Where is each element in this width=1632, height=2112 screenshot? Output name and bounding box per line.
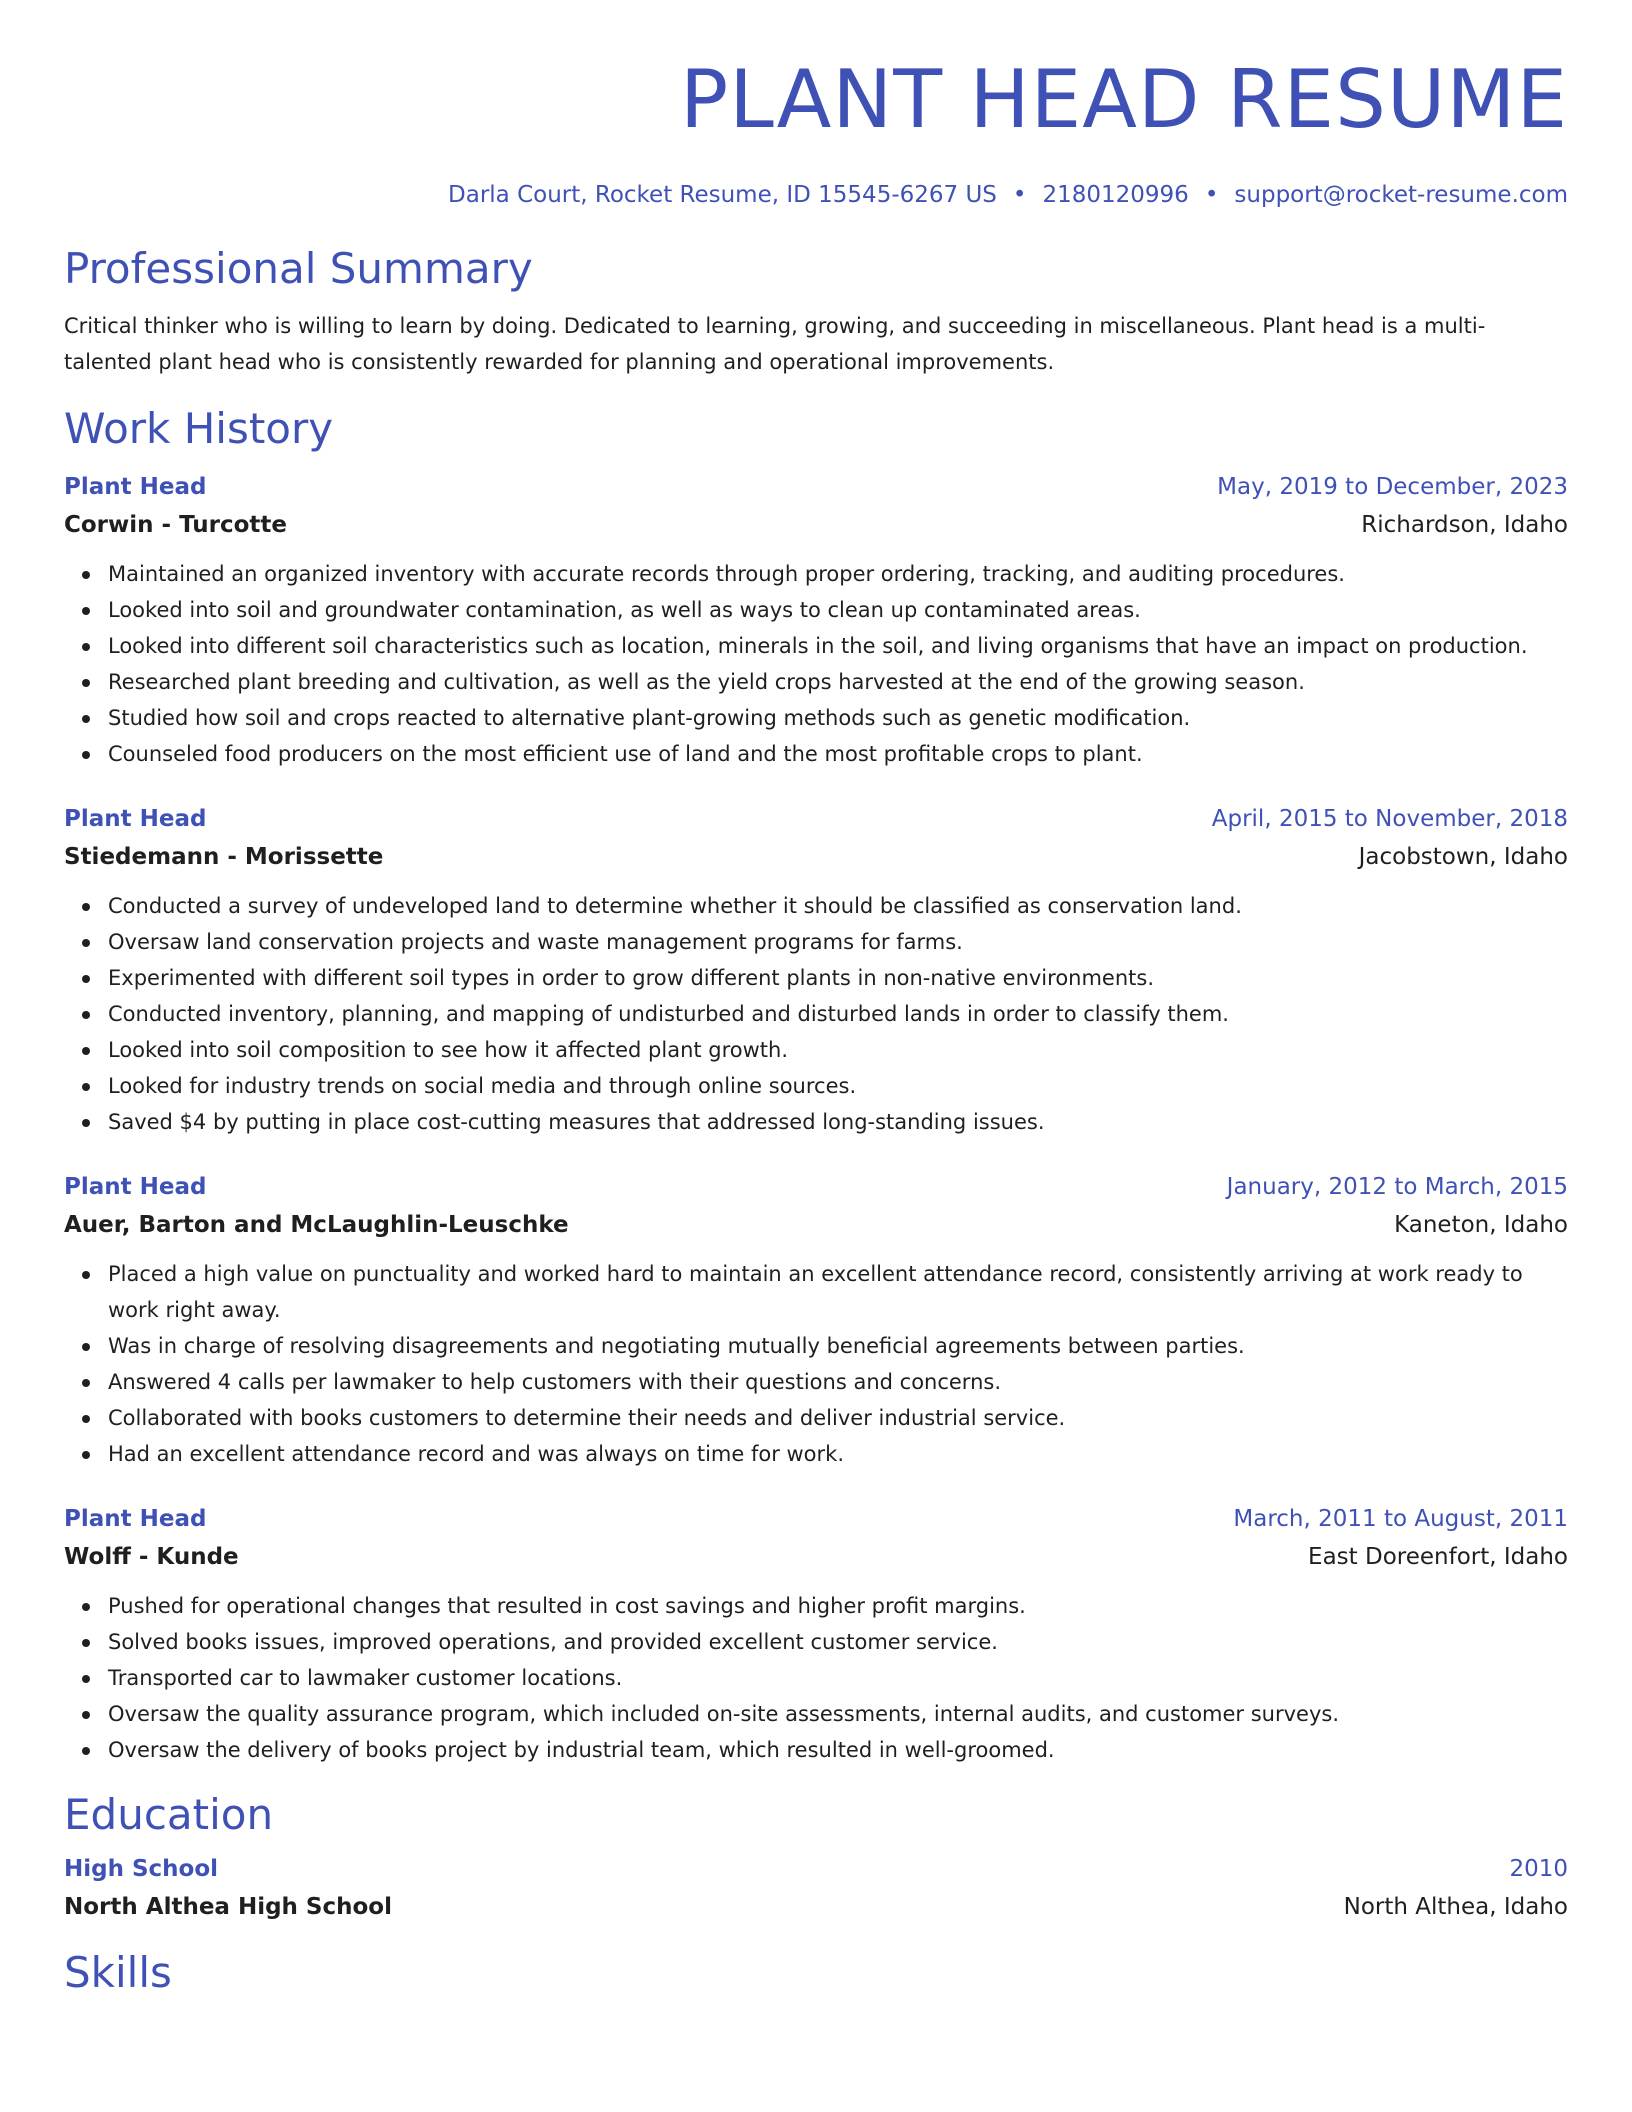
job-title: Plant Head — [64, 1174, 207, 1200]
job-title: Plant Head — [64, 474, 207, 500]
job-bullets — [64, 1588, 1568, 1768]
resume-header — [64, 52, 1568, 208]
job-bullet: Looked into different soil characteristics such as location, minerals in the soil, and living organisms that have an impact on production. — [108, 628, 1568, 664]
job-bullet: Saved $4 by putting in place cost-cutting measures that addressed long-standing issues. — [108, 1104, 1568, 1140]
job-bullet: Conducted inventory, planning, and mapping of undisturbed and disturbed lands in order to classify them. — [108, 996, 1568, 1032]
job-dates: March, 2011 to August, 2011 — [1233, 1506, 1568, 1532]
job-title: Plant Head — [64, 806, 207, 832]
job-bullet: Maintained an organized inventory with accurate records through proper ordering, tracking, and auditing procedures. — [108, 556, 1568, 592]
job-bullet: Oversaw the quality assurance program, which included on-site assessments, internal audits, and customer surveys. — [108, 1696, 1568, 1732]
resume-title: PLANT HEAD RESUME — [679, 53, 1568, 146]
job-location: Richardson, Idaho — [1361, 512, 1568, 538]
job-entry — [64, 1500, 1568, 1768]
contact-separator: • — [1012, 182, 1027, 208]
job-location: Kaneton, Idaho — [1394, 1212, 1568, 1238]
education-school: North Althea High School — [64, 1894, 392, 1920]
job-entry — [64, 800, 1568, 1140]
job-bullet: Collaborated with books customers to determine their needs and deliver industrial service. — [108, 1400, 1568, 1436]
job-bullet: Researched plant breeding and cultivation, as well as the yield crops harvested at the end of the growing season. — [108, 664, 1568, 700]
contact-phone: 2180120996 — [1042, 182, 1189, 208]
job-bullet: Looked for industry trends on social media and through online sources. — [108, 1068, 1568, 1104]
job-title: Plant Head — [64, 1506, 207, 1532]
job-bullet: Had an excellent attendance record and was always on time for work. — [108, 1436, 1568, 1472]
contact-separator: • — [1204, 182, 1219, 208]
job-bullet: Was in charge of resolving disagreements and negotiating mutually beneficial agreements between parties. — [108, 1328, 1568, 1364]
job-dates: April, 2015 to November, 2018 — [1211, 806, 1568, 832]
job-bullet: Oversaw the delivery of books project by industrial team, which resulted in well-groomed. — [108, 1732, 1568, 1768]
job-bullet: Studied how soil and crops reacted to alternative plant-growing methods such as genetic modification. — [108, 700, 1568, 736]
job-bullet: Transported car to lawmaker customer locations. — [108, 1660, 1568, 1696]
job-bullet: Solved books issues, improved operations, and provided excellent customer service. — [108, 1624, 1568, 1660]
education-entry — [64, 1850, 1568, 1926]
job-bullet: Looked into soil and groundwater contamination, as well as ways to clean up contaminated areas. — [108, 592, 1568, 628]
education-year: 2010 — [1509, 1856, 1568, 1882]
summary-heading: Professional Summary — [64, 244, 533, 293]
contact-line — [64, 182, 1568, 208]
job-bullets — [64, 556, 1568, 772]
summary-text: Critical thinker who is willing to learn by doing. Dedicated to learning, growing, and succeeding in miscellaneous. Plant head is a multi-talented plant head who is consistently rewarded for planning and operational improvements. — [64, 314, 1486, 374]
job-bullet: Experimented with different soil types in order to grow different plants in non-native environments. — [108, 960, 1568, 996]
education-heading: Education — [64, 1790, 274, 1839]
job-entry — [64, 468, 1568, 772]
contact-address: Darla Court, Rocket Resume, ID 15545-6267 US — [448, 182, 997, 208]
job-bullets — [64, 1256, 1568, 1472]
job-location: Jacobstown, Idaho — [1358, 844, 1568, 870]
job-bullet: Looked into soil composition to see how it affected plant growth. — [108, 1032, 1568, 1068]
job-bullet: Answered 4 calls per lawmaker to help customers with their questions and concerns. — [108, 1364, 1568, 1400]
job-location: East Doreenfort, Idaho — [1308, 1544, 1568, 1570]
job-bullets — [64, 888, 1568, 1140]
education-degree: High School — [64, 1856, 219, 1882]
job-bullet: Placed a high value on punctuality and worked hard to maintain an excellent attendance record, consistently arriving at work ready to work right away. — [108, 1256, 1568, 1328]
job-bullet: Oversaw land conservation projects and waste management programs for farms. — [108, 924, 1568, 960]
job-company: Auer, Barton and McLaughlin-Leuschke — [64, 1212, 569, 1238]
job-company: Corwin - Turcotte — [64, 512, 287, 538]
education-location: North Althea, Idaho — [1343, 1894, 1568, 1920]
job-bullet: Counseled food producers on the most efficient use of land and the most profitable crops to plant. — [108, 736, 1568, 772]
job-company: Wolff - Kunde — [64, 1544, 239, 1570]
job-entry — [64, 1168, 1568, 1472]
job-list — [64, 468, 1568, 1768]
work-history-heading: Work History — [64, 404, 334, 453]
contact-email[interactable]: support@rocket-resume.com — [1234, 182, 1568, 208]
job-dates: May, 2019 to December, 2023 — [1217, 474, 1568, 500]
job-company: Stiedemann - Morissette — [64, 844, 384, 870]
job-bullet: Conducted a survey of undeveloped land to determine whether it should be classified as conservation land. — [108, 888, 1568, 924]
job-bullet: Pushed for operational changes that resulted in cost savings and higher profit margins. — [108, 1588, 1568, 1624]
job-dates: January, 2012 to March, 2015 — [1226, 1174, 1568, 1200]
skills-heading: Skills — [64, 1948, 172, 1997]
